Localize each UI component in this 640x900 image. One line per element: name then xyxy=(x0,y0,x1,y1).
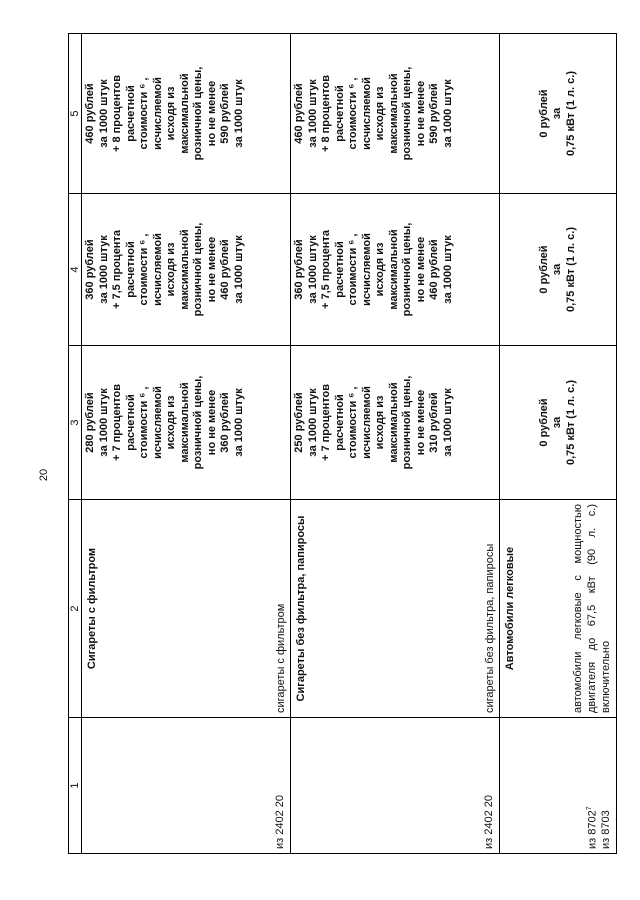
rate-line: расчетной xyxy=(124,394,137,451)
rate-line: исчисляемой xyxy=(151,77,164,150)
rate-line: максимальной xyxy=(178,73,191,154)
rate-line: исходя из xyxy=(374,242,386,297)
rate-cell xyxy=(82,346,291,500)
header-row xyxy=(69,34,82,854)
rate-line: исходя из xyxy=(374,395,386,450)
rate-line: исчисляемой xyxy=(360,233,373,306)
rate-cell xyxy=(82,194,291,346)
product-code: из 2402 20 xyxy=(483,794,495,849)
group-heading: Сигареты с фильтром xyxy=(86,547,98,670)
rate-line: 590 рублей xyxy=(428,83,440,144)
rate-line: но не менее xyxy=(205,236,218,303)
table-row xyxy=(82,34,291,854)
rate-line: за xyxy=(551,416,564,429)
rate-line: 360 рублей xyxy=(84,239,96,300)
rate-line: за 1000 штук xyxy=(441,79,454,148)
rate-line: за 1000 штук xyxy=(232,79,245,148)
rate-line: стоимости ⁶ , xyxy=(138,77,150,150)
rate-line: исходя из xyxy=(165,86,177,141)
rate-line: исчисляемой xyxy=(360,386,373,459)
rate-line: 460 рублей xyxy=(84,83,96,144)
rate-line: 310 рублей xyxy=(428,392,440,453)
rate-line: расчетной xyxy=(124,85,137,142)
rate-line: исходя из xyxy=(165,242,177,297)
subitem-text: сигареты с фильтром xyxy=(275,603,287,713)
rate-cell xyxy=(500,346,617,500)
rate-line: 250 рублей xyxy=(293,392,305,453)
rate-line: за 1000 штук xyxy=(232,388,245,457)
rate-line: но не менее xyxy=(205,389,218,456)
rate-line: расчетной xyxy=(333,241,346,298)
code-cell xyxy=(82,718,291,854)
product-code: из 2402 20 xyxy=(274,794,286,849)
rate-line: 0 рублей xyxy=(537,89,550,138)
rate-line: розничной цены, xyxy=(192,66,204,161)
footnote-marker: 7 xyxy=(586,806,594,811)
rate-line: розничной цены, xyxy=(401,222,413,317)
rate-line: за 1000 штук xyxy=(306,388,319,457)
excise-rates-table xyxy=(68,33,617,854)
rate-line: 590 рублей xyxy=(219,83,231,144)
rate-line: стоимости ⁶ , xyxy=(347,77,359,150)
rate-line: за 1000 штук xyxy=(441,388,454,457)
rate-line: за xyxy=(551,107,564,120)
rate-cell xyxy=(500,34,617,194)
rate-cell xyxy=(291,194,500,346)
rate-line: но не менее xyxy=(414,389,427,456)
rate-line: расчетной xyxy=(333,85,346,142)
header-col-4: 4 xyxy=(69,194,82,346)
product-code-line-2: из 8703 xyxy=(600,810,612,849)
rate-line: максимальной xyxy=(178,229,191,310)
rate-line: 360 рублей xyxy=(293,239,305,300)
rate-line: расчетной xyxy=(333,394,346,451)
rate-cell xyxy=(291,346,500,500)
rate-cell xyxy=(500,194,617,346)
rate-line: за xyxy=(551,263,564,276)
rate-line: максимальной xyxy=(178,382,191,463)
header-col-3: 3 xyxy=(69,346,82,500)
subitem-text: сигареты без фильтра, папиросы xyxy=(484,543,496,713)
rate-line: + 7,5 процента xyxy=(111,230,123,309)
rate-line: за 1000 штук xyxy=(306,79,319,148)
code-cell xyxy=(291,718,500,854)
rate-line: + 8 процентов xyxy=(111,75,123,152)
rate-line: за 1000 штук xyxy=(97,235,110,304)
table-row xyxy=(500,34,617,854)
header-col-2: 2 xyxy=(69,500,82,718)
rate-line: 360 рублей xyxy=(219,392,231,453)
rate-line: стоимости ⁶ , xyxy=(347,233,359,306)
product-code xyxy=(583,806,613,849)
rate-line: 460 рублей xyxy=(293,83,305,144)
rate-line: но не менее xyxy=(414,80,427,147)
rate-line: за 1000 штук xyxy=(306,235,319,304)
description-cell xyxy=(82,500,291,718)
rate-line: но не менее xyxy=(205,80,218,147)
rate-line: 0,75 кВт (1 л. с.) xyxy=(564,71,577,156)
rotated-table-container xyxy=(68,34,612,854)
rate-line: розничной цены, xyxy=(401,66,413,161)
header-col-1: 1 xyxy=(69,718,82,854)
rate-line: розничной цены, xyxy=(192,375,204,470)
rate-line: но не менее xyxy=(414,236,427,303)
rate-line: за 1000 штук xyxy=(232,235,245,304)
rate-line: стоимости ⁶ , xyxy=(138,386,150,459)
rate-line: 0 рублей xyxy=(537,245,550,294)
rate-line: исчисляемой xyxy=(360,77,373,150)
code-cell xyxy=(500,718,617,854)
rate-line: + 7,5 процента xyxy=(320,230,332,309)
page-number: 20 xyxy=(38,468,51,482)
rate-line: + 7 процентов xyxy=(111,384,123,461)
group-heading: Автомобили легковые xyxy=(504,546,516,671)
rate-cell xyxy=(82,34,291,194)
product-code-line-1: из 8702 xyxy=(587,810,599,849)
table-row xyxy=(291,34,500,854)
rate-line: розничной цены, xyxy=(401,375,413,470)
rate-line: за 1000 штук xyxy=(97,79,110,148)
rate-line: исчисляемой xyxy=(151,386,164,459)
rate-line: 0,75 кВт (1 л. с.) xyxy=(564,380,577,465)
rate-line: расчетной xyxy=(124,241,137,298)
rate-line: + 8 процентов xyxy=(320,75,332,152)
group-heading: Сигареты без фильтра, папиросы xyxy=(295,515,307,702)
rate-line: исходя из xyxy=(165,395,177,450)
rate-line: 460 рублей xyxy=(428,239,440,300)
header-col-5: 5 xyxy=(69,34,82,194)
rate-line: 460 рублей xyxy=(219,239,231,300)
rate-line: стоимости ⁶ , xyxy=(138,233,150,306)
rate-line: + 7 процентов xyxy=(320,384,332,461)
rate-line: 280 рублей xyxy=(84,392,96,453)
rate-line: розничной цены, xyxy=(192,222,204,317)
rate-line: 0,75 кВт (1 л. с.) xyxy=(564,227,577,312)
rate-line: стоимости ⁶ , xyxy=(347,386,359,459)
rate-line: за 1000 штук xyxy=(97,388,110,457)
rate-line: исчисляемой xyxy=(151,233,164,306)
rate-line: 0 рублей xyxy=(537,398,550,447)
rate-line: за 1000 штук xyxy=(441,235,454,304)
description-cell xyxy=(500,500,617,718)
rate-line: максимальной xyxy=(387,382,400,463)
rate-line: максимальной xyxy=(387,73,400,154)
rate-cell xyxy=(291,34,500,194)
description-cell xyxy=(291,500,500,718)
subitem-text: автомобили легковые с мощностью двигателя до 67,5 кВт (90 л. с.) включительно xyxy=(572,504,612,713)
rate-line: исходя из xyxy=(374,86,386,141)
rate-line: максимальной xyxy=(387,229,400,310)
